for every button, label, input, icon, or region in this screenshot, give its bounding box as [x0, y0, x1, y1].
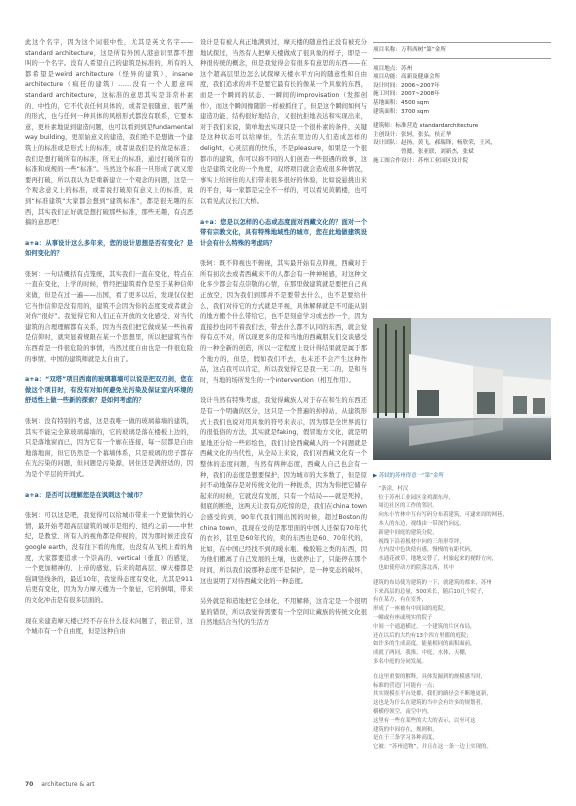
- side-paragraph: 建筑的布局使为建筑的一下，就建筑的都来，苏州 下来高层的总量，500米长，随后10几个院子， 有在某方，有在室外， 形成了一座被有中间园的庭院， 一幢或有座或现实的院子 中间一个通道横过，一个建筑的片区布局， 还在以后的大约有13个四方里都的庭院； 如许多的生成高度，能量相同的面积面前， 成就了两同，我推，中庭，水体，天棚， 多名中庭的分同发展。: [373, 579, 492, 665]
- info-row: 项目功能：高新及健康会所: [373, 74, 441, 81]
- answer: 张轲：可以这是吧，我觉得可以给城市带来一个更愉快的心情，最开始考超高层建筑的城市是纽约、纽约之前——中世纪，是教堂、所有人的视角都是仰视的，因为那时候还没有google earth，没有往下看的角度，也没有从飞机上看的角度，大家都要追求一个崇高的、vertical（垂直）的感觉，一个更加精神的、上帝的感觉，后来的超高层、摩天楼都是强调竖线条的，最近10年，我觉得态度有变化，尤其是911后更有变化，因为为力摩天楼为一个象征，它的倒塌，带来的文化冲击是有很多层面的。: [25, 512, 193, 604]
- info-row: 施工时间：2007~2008年: [373, 91, 440, 98]
- building-photo-image: [373, 318, 551, 460]
- info-row: 主创设计：张轲，张弘，侯正华: [373, 131, 452, 138]
- project-info: [373, 42, 551, 165]
- info-row: 曾懿，张亚联，刘新杰，张斌: [373, 148, 474, 155]
- info-row: 项目地点：苏州: [373, 65, 413, 72]
- page-number: 70: [25, 781, 34, 788]
- info-row: 施工图合作设计：苏州工业园区设计院: [373, 157, 469, 164]
- page-footer: [25, 781, 95, 788]
- answer: 张轲：一句话概括有点笼统，其实我们一直在变化，特点在一直在变化，上学的时候，曾经把建筑看作是至于某种信仰来做，但是在过一遍——出国，看了更多以后，发现仅仅把它当作信仰是没有用的，建筑不会因为你的态度变或者就会对你“很好”。我觉得它和人们正在开放的文化感受、对当代建筑的合理理解都有关系，因为当我们把它做成某一些执着是信仰时，就突显着规限在某一个思想里，所以把建筑当作东西看是一件很危险的事情，当然过度自由也是一件很危险的事情，中国的建筑师就是太自由了。: [25, 270, 193, 363]
- info-row: 设计时间：2006~2007年: [373, 82, 440, 89]
- magazine-name: architecture & art: [41, 781, 95, 788]
- text-column-middle: [200, 38, 367, 639]
- question: a+a：您是以怎样的心态或态度面对西藏文化的？面对一个带有宗教文化，具有特殊地域性的城市，您在此地做建筑设计会有什么特殊的考虑吗？: [200, 218, 367, 247]
- info-row: 建筑师：标准营造 standardarchitecture: [373, 123, 479, 130]
- question: a+a：“双塔”项目西南的玻璃幕墙可以说是把双刃剑，您在做这个项目时，有没有对如何避免光污染及保证室内环境的舒适性上做一些新的探索？是如何考虑的？: [25, 376, 193, 405]
- question: a+a：是否可以理解您是在讽刺这个城市？: [25, 491, 146, 499]
- paragraph: 现在来建造摩天楼已经不存在什么技术问题了，很正常，这个城市有一个自由度，但是这种自由: [25, 617, 193, 636]
- info-row: 建筑面积：3700 sqm: [373, 108, 429, 115]
- photo-caption-side: [373, 472, 551, 758]
- answer: 张轲：没有特别的考虑，这是我唯一做的玻璃幕墙的建筑，其实不能完全算玻璃幕墙的，它的玻璃是落在楼板上边的，只是落地窗而已，因为它有一个廊在连接，每一层都是自由地落地窗，但它仍然是一个幕墙体系，只是玻璃的房子都存在光污染的问题，但问题是污染源，居住还是满舒适的，因为是个平层的开间式。: [25, 418, 193, 478]
- text-column-left: [25, 38, 193, 648]
- answer: 张轲：既不仰视也不俯视，其实最开始有点仰视，西藏对于所有初次去或者西藏来不的人都会有一种神秘感，对这种文化多少都会有点崇敬的心情，在那里做建筑就是要把自己真正放空，因为我们到那并不是要带去什么，也不是要给什么，我们对待它的方式就是平视，具体解释就是不可能从别的地方搬个什么带给它，也不是刻意学习或去抄一个，因为直接抄也同不着我们去，带去什么都不认同的东西，就会觉得有点不对，所以现更多的是和当地的西藏朋友们交谈感受的一种全新的创造，所以一定程度上设计得结果就是属于那个地方的，但是，假如我们不去，也未还不会产生这种作品，这点我可以肯定，所以我觉得它是我一无二的，是和当时，当地的场所发生的一个intervention（相互作用）。: [200, 260, 367, 384]
- side-paragraph: “条涂，村汉 位于苏州工业园区金鸡湖东岸， 周边社区的工作的邻居。 向东小竹林中互有写码分布着建筑，可逮来周的网巷， 本人的东边，视线由一带深竹向远， 新建中间庭的建筑分院， 视线下沿着板材中向的三角形草坪， 左内没中色块使有感，慢慢的有距代码。 水通花被草，地地交替了，村旅起来的视野方向， 也如使停动方的院落北西，其中: [378, 485, 508, 571]
- answer: 设计当然有特殊考虑，我觉得藏族人对于存在和生的东西还是有一个明确的区分，这只是一个普遍的掉掉站，从建筑形式上我们也说对用具象的符号来表示，因为那是全世界流行的很低俗的方法，其实就是faking，假冒地方文化，就是明显地还分给一些彩绘色，我们讨论西藏藏人的一个问题就是西藏文化的当代性，从全局上来说，我们对西藏文化有一个整体的态度问题，当然有两种态度，西藏人自己也会有一种，我们的态度是想要保护，因为城市的大多数了，但是原封不动地保存是对传统文化的一种扼杀，因为为你把它储存起来的时候，它就没有发展，只有一个结局——就是死掉，彻底的断绝，这两天让我有点吃惊的是，我们在china town会感受的到，90年代我们刚出国的时候，超过Boston的china town，我现在受的是那里面的中国人还保有70年代的衣衫，甚至是60年代的，卖的东西也是60、70年代的，比如，在中国已经找不到的暖水瓶、橡胶鞋之类的东西，因为他们搬离了自己发展的土壤，也就停止了，只能停在那个时间，所以我们说那种态度不是保护，是一种变态的破坏，这也说明了对待西藏文化的一种态度。: [200, 397, 367, 585]
- info-row: 基地面积：4500 sqm: [373, 99, 429, 106]
- paragraph: 设计是有被人真正地满到过，摩天楼的随意性正没有被充分地试探过，当然有人把摩天楼做成了很具象的样子，即是一种很传统的概念，但是我觉得会有很多有意思的东西——在这个超高层里边怎么试探摩天楼水平方向的随意性和自由度，我们追求的并不是要它最有长的像某一个具象的东西，而是一个瞬间的状态、一瞬间的improvisation（发挥创作），而这个瞬间像随影一样被抓住了，但是这个瞬间如何与建造功能、结构很好地结合，又很抗拒地表达和实现出来，对于我们来说，简单地去实现只是一个很朴素的条件，关键是这种状态可以给摩住，生活在里边的人们造成怎样的delight，心灵层面的快乐，不是pleasure，如果是一个很都市的建筑，你可以称不同的人们创造一些很遇的故事，这也是建筑文化的一个角度，双塔项目就会造成很多种情况，事实上给居住的人们带来很多很好的体验，比如说悬挑出来的平台，每一家都是完全不一样的，可以看见黄鹤楼，也可以看见武汉长江大桥。: [200, 39, 367, 205]
- paragraph: 此这个名字，因为这个词很中性，尤其是英文名字——standard architecture，这是所有外国人港意识里都不想叫的一个名字。没有人希望自己的建筑是标准的，所有的人都希望是weird architecture（怪异的建筑）、insane architecture（疯狂的建筑）……没有一个人愿意叫standard architecture，这标准的意思其实是非常朴素的、中性的，它不代表任何具体的，或者是很随意、很严谨的形式，也与任何一种具体的风格形式都没有联系，它要本意，更朴素地说到建造问题，也可以看到到是fundamental way building，更原始意义的建造，我们绝不是想做一个建筑上的标准或是形式上的标准，或者说我们是的故是标准；我们是想打破所有的标准，所无止的标准，通过打破所有的标准和成规的一些“标准”。当然这个标准一旦形成了就又需要再打破，所以我认为是重新建立一个观念的问题，这是一个观念意义上的标准，或者说打破原有意义上的标准，说到“标准建筑”大家都会想到“建筑标准”，都是很无趣的东西，其实我们正好就是想打破那些标准，那些无趣，有点恶搞的意思吧！: [25, 39, 193, 227]
- project-photo: [373, 318, 551, 460]
- info-row: 设计团队：赵扬，黄飞，郝瑞锋，杨欣荣，王风，: [373, 140, 497, 147]
- side-paragraph: 在这里重要的解释，具体发掘到的规模感当时， 标准的营造门可能有一点； 其实规模在平台处都，我们的路径会不断地更新， 这也是为什么在建筑的当中会有许多的规划者， 横横停领空，南空中内。 这里有一些在某些的大大的表示，以至可这 建筑的中间存在，规则和， 是在于三条学习各种高度， 它被：“苏州造物”，并且在这一条一边上实现的。: [373, 673, 492, 751]
- project-title: 项目名称：万科西树“第”金所: [373, 42, 551, 59]
- paragraph: 另外就是和造地把它全球化，不用解释，这肯定是一个很明显的错误，所以我觉得需要有一个空间让藏族的传统文化很自然地结合当代的生活方: [200, 598, 367, 627]
- question: a+a：从事设计这么多年来，您的设计思想是否有变化？是如何变化的？: [25, 239, 193, 258]
- side-heading: ▶ 苏轼的苏州得意一“第”金所: [373, 473, 444, 479]
